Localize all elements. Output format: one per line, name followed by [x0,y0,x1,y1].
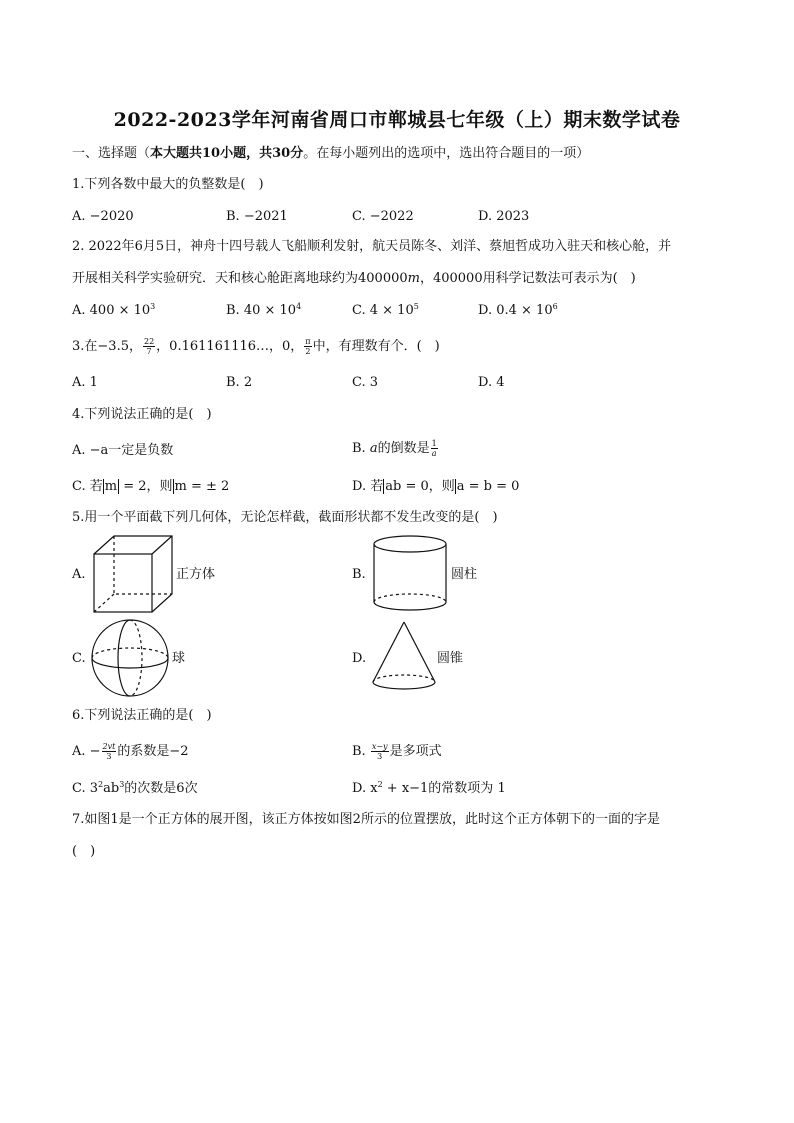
q1-option-a: A. −2020 [72,209,134,224]
q4-b-num: 1 [431,439,437,448]
q3-suffix: 中，有理数有个．( ) [312,339,440,354]
q3-mid: ，0.161161116…，0， [156,339,304,354]
cone-base-front [373,682,435,689]
cube-back-edges [94,536,172,612]
q6-b-post: 是多项式 [389,744,442,759]
q5-c-name: 球 [172,651,186,666]
q6-a-num: 2vt [102,742,116,751]
cylinder-figure [370,534,450,614]
q4-c-mid: = 2，则 [119,479,173,494]
q2-d-base: D. 0.4 × 10 [478,303,553,318]
cylinder-top [374,536,446,552]
q3-f2-den: 2 [305,347,311,356]
q3-option-d: D. 4 [478,375,505,390]
q4-c-abs: m [104,479,118,494]
q4-b-mid: 的倒数是 [377,441,430,456]
cube-top-right-edge [152,536,172,554]
q2-unit-m: m [407,271,420,286]
q3-f1-num: 22 [143,337,155,346]
cone-base-back [373,675,435,682]
q2-line2-b: ，400000用科学记数法可表示为( ) [419,271,636,286]
q2-stem-line1: 2. 2022年6月5日，神舟十四号载人飞船顺利发射，航天员陈冬、刘洋、蔡旭哲成功入驻天和核心舱，并 [72,239,672,254]
q4-d-pre: D. 若 [352,479,384,494]
q1-stem: 1.下列各数中最大的负整数是( ) [72,177,264,192]
q6-stem: 6.下列说法正确的是( ) [72,708,212,723]
cube-figure [88,532,178,614]
q6-a-den: 3 [106,752,112,761]
q2-b-exp: 4 [296,302,302,311]
q1-option-c: C. −2022 [352,209,414,224]
q6-c-exp2: 3 [119,780,125,789]
q6-a-post: 的系数是−2 [117,744,189,759]
q6-option-c [72,780,198,798]
q3-option-b: B. 2 [226,375,253,390]
q1-option-d: D. 2023 [478,209,530,224]
q4-d-post: a = b = 0 [456,479,520,494]
q7-stem-line1: 7.如图1是一个正方体的展开图，该正方体按如图2所示的位置摆放，此时这个正方体朝下的一面的字是 [72,812,660,827]
q3-f1-den: 7 [146,347,152,356]
q2-a-base: A. 400 × 10 [72,303,151,318]
q4-stem: 4.下列说法正确的是( ) [72,407,212,422]
q5-d-name: 圆锥 [437,651,464,666]
q6-b-den: 3 [377,752,383,761]
q5-stem: 5.用一个平面截下列几何体，无论怎样截，截面形状都不发生改变的是( ) [72,510,498,525]
cone-right-side [404,622,435,682]
q3-option-c: C. 3 [352,375,379,390]
q2-option-a [72,302,155,320]
q3-f2-num: π [305,337,311,346]
sphere-figure [90,618,170,698]
q6-d-exp: 2 [377,780,383,789]
q2-line2-a: 开展相关科学实验研究．天和核心舱距离地球约为400000 [72,271,408,286]
q4-option-c [72,478,229,496]
q2-b-base: B. 40 × 10 [226,303,297,318]
cone-left-side [373,622,404,682]
q4-b-den: a [431,449,437,458]
q2-c-base: C. 4 × 10 [352,303,414,318]
q2-option-c [352,302,419,320]
q6-a-fraction [102,742,117,761]
q4-b-var: a [369,441,378,456]
q2-c-exp: 5 [413,302,419,311]
sphere-outline [92,620,168,696]
q6-c-exp1: 2 [98,780,104,789]
q5-d-label: D. [352,651,367,666]
sphere-equator-front [92,658,168,668]
q4-c-pre: C. 若 [72,479,103,494]
q2-a-exp: 3 [150,302,156,311]
q4-option-d [352,478,519,496]
q3-stem [72,337,440,356]
q4-d-mid: ab = 0，则 [385,479,455,494]
q2-option-b [226,302,301,320]
sphere-equator-back [92,648,168,658]
q6-a-pre: A. − [72,744,101,759]
q5-b-name: 圆柱 [451,567,478,582]
q3-fraction-22-7 [143,337,155,356]
q6-option-a [72,742,189,761]
q5-c-label: C. [72,651,86,666]
sphere-meridian-front [118,620,130,696]
q2-d-exp: 6 [552,302,558,311]
section-bold: 本大题共10小题，共30分 [150,146,304,161]
q4-b-pre: B. [352,441,370,456]
q6-b-num: x−y [371,742,388,751]
q4-option-b [352,439,439,458]
cylinder-bottom-front [374,602,446,610]
section-prefix: 一、选择题（ [72,146,151,161]
q3-option-a: A. 1 [72,375,98,390]
q4-b-fraction [431,439,438,458]
q2-option-d [478,302,558,320]
section-heading [72,145,589,163]
q5-a-label: A. [72,567,86,582]
cone-figure [370,620,438,696]
q6-option-b [352,742,442,761]
q7-stem-line2: ( ) [72,844,96,859]
cube-front-face [94,554,152,612]
q6-c-mid: ab [103,781,120,796]
sphere-meridian-back [130,620,142,696]
cube-hidden-diagonal [94,594,114,612]
q6-b-fraction [371,742,389,761]
q6-d-post: + x−1的常数项为 1 [382,781,506,796]
q6-d-pre: D. x [352,781,378,796]
q4-option-a: A. −a一定是负数 [72,443,174,458]
q6-option-d [352,780,506,798]
section-suffix: 。在每小题列出的选项中，选出符合题目的一项） [303,146,590,161]
q5-b-label: B. [352,567,366,582]
q6-b-pre: B. [352,744,370,759]
q1-option-b: B. −2021 [226,209,288,224]
cube-hidden-edges [114,536,172,594]
q5-a-name: 正方体 [176,567,216,582]
q6-c-pre: C. 3 [72,781,99,796]
q4-c-post: m = ± 2 [174,479,230,494]
q3-prefix: 3.在−3.5， [72,339,142,354]
page-title: 2022-2023学年河南省周口市郸城县七年级（上）期末数学试卷 [113,109,681,131]
q3-fraction-pi-2 [304,337,311,356]
cylinder-bottom-back [374,594,446,602]
q6-c-post: 的次数是6次 [124,781,198,796]
q2-stem-line2 [72,270,636,288]
